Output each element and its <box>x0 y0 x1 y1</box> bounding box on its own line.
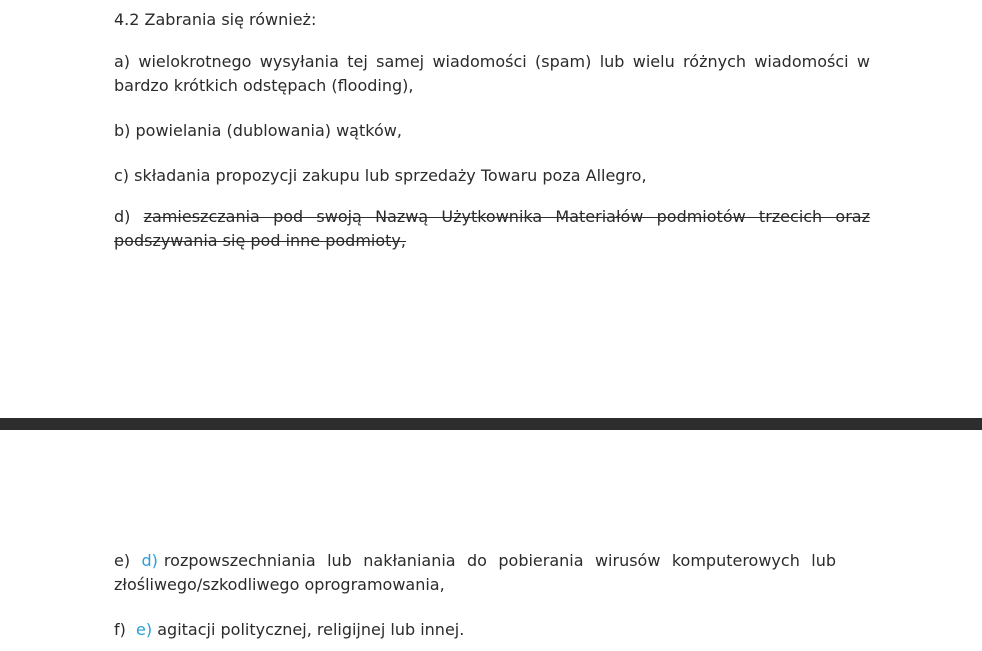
item-marker: e) <box>114 551 131 570</box>
item-marker: f) <box>114 620 126 639</box>
revised-item-marker: d) <box>141 551 158 570</box>
page-break-divider <box>0 418 982 430</box>
section-heading <box>114 8 316 32</box>
list-item-f <box>114 618 464 642</box>
item-text: powielania (dublowania) wątków, <box>135 121 402 140</box>
item-text: agitacji politycznej, religijnej lub innej. <box>157 620 465 639</box>
item-marker: b) <box>114 121 131 140</box>
list-item-c <box>114 164 647 188</box>
list-item-a <box>114 50 870 98</box>
revised-item-marker: e) <box>136 620 153 639</box>
section-heading-text: 4.2 Zabrania się również: <box>114 10 317 29</box>
list-item-d-deleted <box>114 205 870 253</box>
item-marker: d) <box>114 207 131 226</box>
list-item-b <box>114 119 402 143</box>
item-marker: c) <box>114 166 130 185</box>
deleted-item-text: zamieszczania pod swoją Nazwą Użytkownika Materiałów podmiotów trzecich oraz podszywania się pod inne podmioty, <box>114 207 870 250</box>
item-marker: a) <box>114 52 131 71</box>
item-text: rozpowszechniania lub nakłaniania do pobierania wirusów komputerowych lub złośliwego/szkodliwego oprogramowania, <box>114 551 836 594</box>
item-text: wielokrotnego wysyłania tej samej wiadomości (spam) lub wielu różnych wiadomości w bardzo krótkich odstępach (flooding), <box>114 52 870 95</box>
list-item-e <box>114 549 836 597</box>
item-text: składania propozycji zakupu lub sprzedaży Towaru poza Allegro, <box>134 166 647 185</box>
